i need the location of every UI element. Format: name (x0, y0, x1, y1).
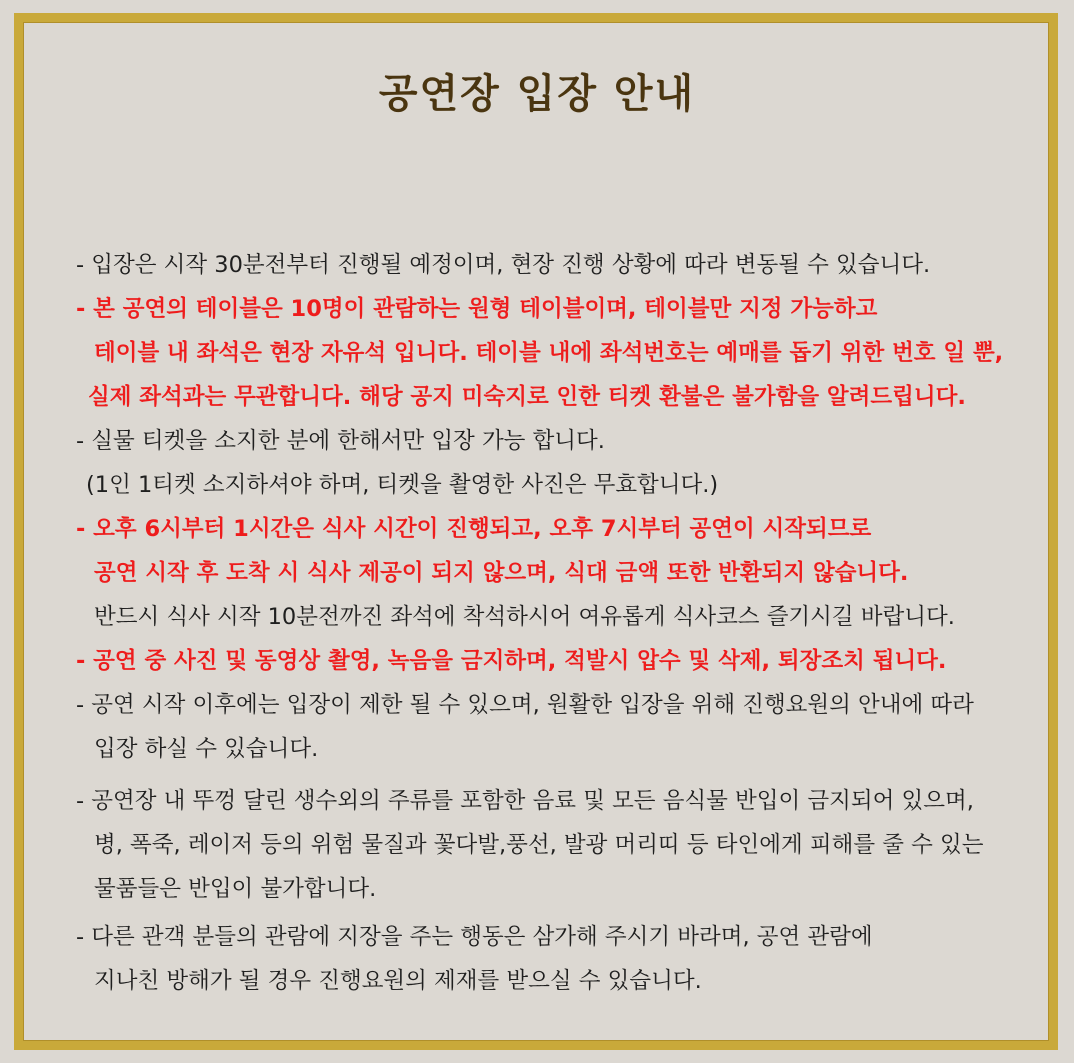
notice-line-warning: - 오후 6시부터 1시간은 식사 시간이 진행되고, 오후 7시부터 공연이 시작되므로 (76, 516, 872, 542)
notice-line-warning: - 공연 중 사진 및 동영상 촬영, 녹음을 금지하며, 적발시 압수 및 삭제, 퇴장조치 됩니다. (76, 648, 947, 674)
notice-line-warning: 실제 좌석과는 무관합니다. 해당 공지 미숙지로 인한 티켓 환불은 불가함을 알려드립니다. (88, 384, 966, 410)
notice-line: - 실물 티켓을 소지한 분에 한해서만 입장 가능 합니다. (76, 428, 605, 454)
notice-line: - 입장은 시작 30분전부터 진행될 예정이며, 현장 진행 상황에 따라 변동될 수 있습니다. (76, 252, 931, 278)
notice-line: 반드시 식사 시작 10분전까진 좌석에 착석하시어 여유롭게 식사코스 즐기시길 바랍니다. (94, 604, 955, 630)
notice-line: 입장 하실 수 있습니다. (94, 736, 319, 762)
notice-line: - 공연 시작 이후에는 입장이 제한 될 수 있으며, 원활한 입장을 위해 진행요원의 안내에 따라 (76, 692, 974, 718)
notice-line: (1인 1티켓 소지하셔야 하며, 티켓을 촬영한 사진은 무효합니다.) (86, 472, 719, 498)
notice-line: - 다른 관객 분들의 관람에 지장을 주는 행동은 삼가해 주시기 바라며, 공연 관람에 (76, 924, 873, 950)
notice-line-warning: - 본 공연의 테이블은 10명이 관람하는 원형 테이블이며, 테이블만 지정 가능하고 (76, 296, 878, 322)
notice-line: 지나친 방해가 될 경우 진행요원의 제재를 받으실 수 있습니다. (94, 968, 702, 994)
notice-line-warning: 공연 시작 후 도착 시 식사 제공이 되지 않으며, 식대 금액 또한 반환되지 않습니다. (94, 560, 909, 586)
notice-line: 병, 폭죽, 레이저 등의 위험 물질과 꽃다발,풍선, 발광 머리띠 등 타인에게 피해를 줄 수 있는 (94, 832, 984, 858)
notice-line: 물품들은 반입이 불가합니다. (94, 876, 377, 902)
notice-line: - 공연장 내 뚜껑 달린 생수외의 주류를 포함한 음료 및 모든 음식물 반입이 금지되어 있으며, (76, 788, 974, 814)
notice-line-warning: 테이블 내 좌석은 현장 자유석 입니다. 테이블 내에 좌석번호는 예매를 돕기 위한 번호 일 뿐, (94, 340, 1004, 366)
page-title: 공연장 입장 안내 (378, 71, 696, 117)
